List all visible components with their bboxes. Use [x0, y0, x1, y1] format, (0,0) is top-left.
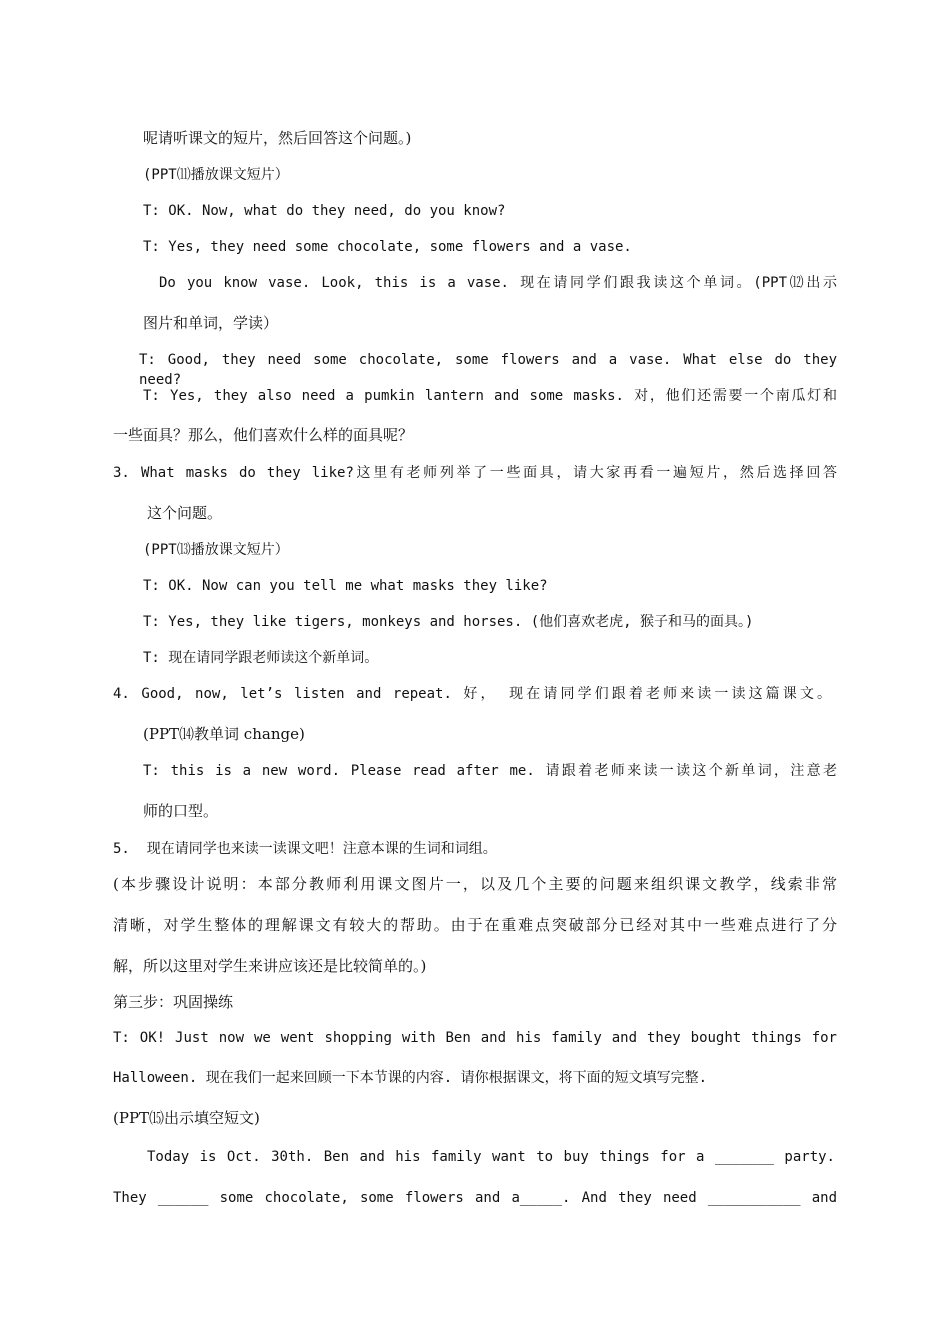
- text-line: 解，所以这里对学生来讲应该还是比较简单的。): [113, 957, 427, 975]
- text-line: 这个问题。: [147, 504, 223, 522]
- fill-blank-line: Today is Oct. 30th. Ben and his family want to buy things for a _______ party.: [147, 1149, 835, 1165]
- text-line: T: Yes, they need some chocolate, some flowers and a vase.: [143, 239, 632, 255]
- fill-blank-line: They ______ some chocolate, some flowers and a_____. And they need ___________ and: [113, 1190, 837, 1206]
- text-line: (PPT⑾播放课文短片）: [143, 167, 289, 183]
- text-line: 4. Good, now, let’s listen and repeat. 好， 现在请同学们跟着老师来读一读这篇课文。: [113, 686, 831, 702]
- text-line: 3. What masks do they like?这里有老师列举了一些面具，请大家再看一遍短片，然后选择回答: [113, 465, 837, 481]
- text-line: T: this is a new word. Please read after me. 请跟着老师来读一读这个新单词，注意老: [143, 763, 837, 779]
- text-line: 5. 现在请同学也来读一读课文吧！注意本课的生词和词组。: [113, 841, 497, 857]
- text-line: (PPT⒂出示填空短文): [113, 1109, 260, 1127]
- text-line: Do you know vase. Look, this is a vase. 现在请同学们跟我读这个单词。(PPT⑿出示: [159, 275, 837, 291]
- text-line: T: OK. Now, what do they need, do you know?: [143, 203, 506, 219]
- text-line: (PPT⒁教单词 change): [143, 725, 305, 743]
- text-line: 师的口型。: [143, 802, 219, 820]
- text-line: 一些面具？那么，他们喜欢什么样的面具呢？: [113, 426, 414, 444]
- text-line: T: Yes, they like tigers, monkeys and horses. (他们喜欢老虎, 猴子和马的面具。): [143, 614, 754, 630]
- section-heading: 第三步：巩固操练: [113, 993, 234, 1011]
- text-line: 呢请听课文的短片，然后回答这个问题。): [143, 129, 412, 147]
- text-line: (PPT⒀播放课文短片）: [143, 542, 289, 558]
- text-line: (本步骤设计说明：本部分教师利用课文图片一，以及几个主要的问题来组织课文教学，线索非常: [113, 875, 837, 893]
- text-line: T: Good, they need some chocolate, some flowers and a vase. What else do they need?: [139, 352, 837, 388]
- text-line: 清晰，对学生整体的理解课文有较大的帮助。由于在重难点突破部分已经对其中一些难点进行了分: [113, 916, 837, 934]
- text-line: T: 现在请同学跟老师读这个新单词。: [143, 650, 379, 666]
- text-line: T: OK. Now can you tell me what masks they like?: [143, 578, 548, 594]
- text-line: T: OK! Just now we went shopping with Ben and his family and they bought things for: [113, 1030, 837, 1046]
- text-line: 图片和单词，学读）: [143, 314, 279, 332]
- text-line: T: Yes, they also need a pumkin lantern and some masks. 对，他们还需要一个南瓜灯和: [143, 388, 837, 404]
- text-line: Halloween. 现在我们一起来回顾一下本节课的内容. 请你根据课文，将下面的短文填写完整.: [113, 1070, 707, 1086]
